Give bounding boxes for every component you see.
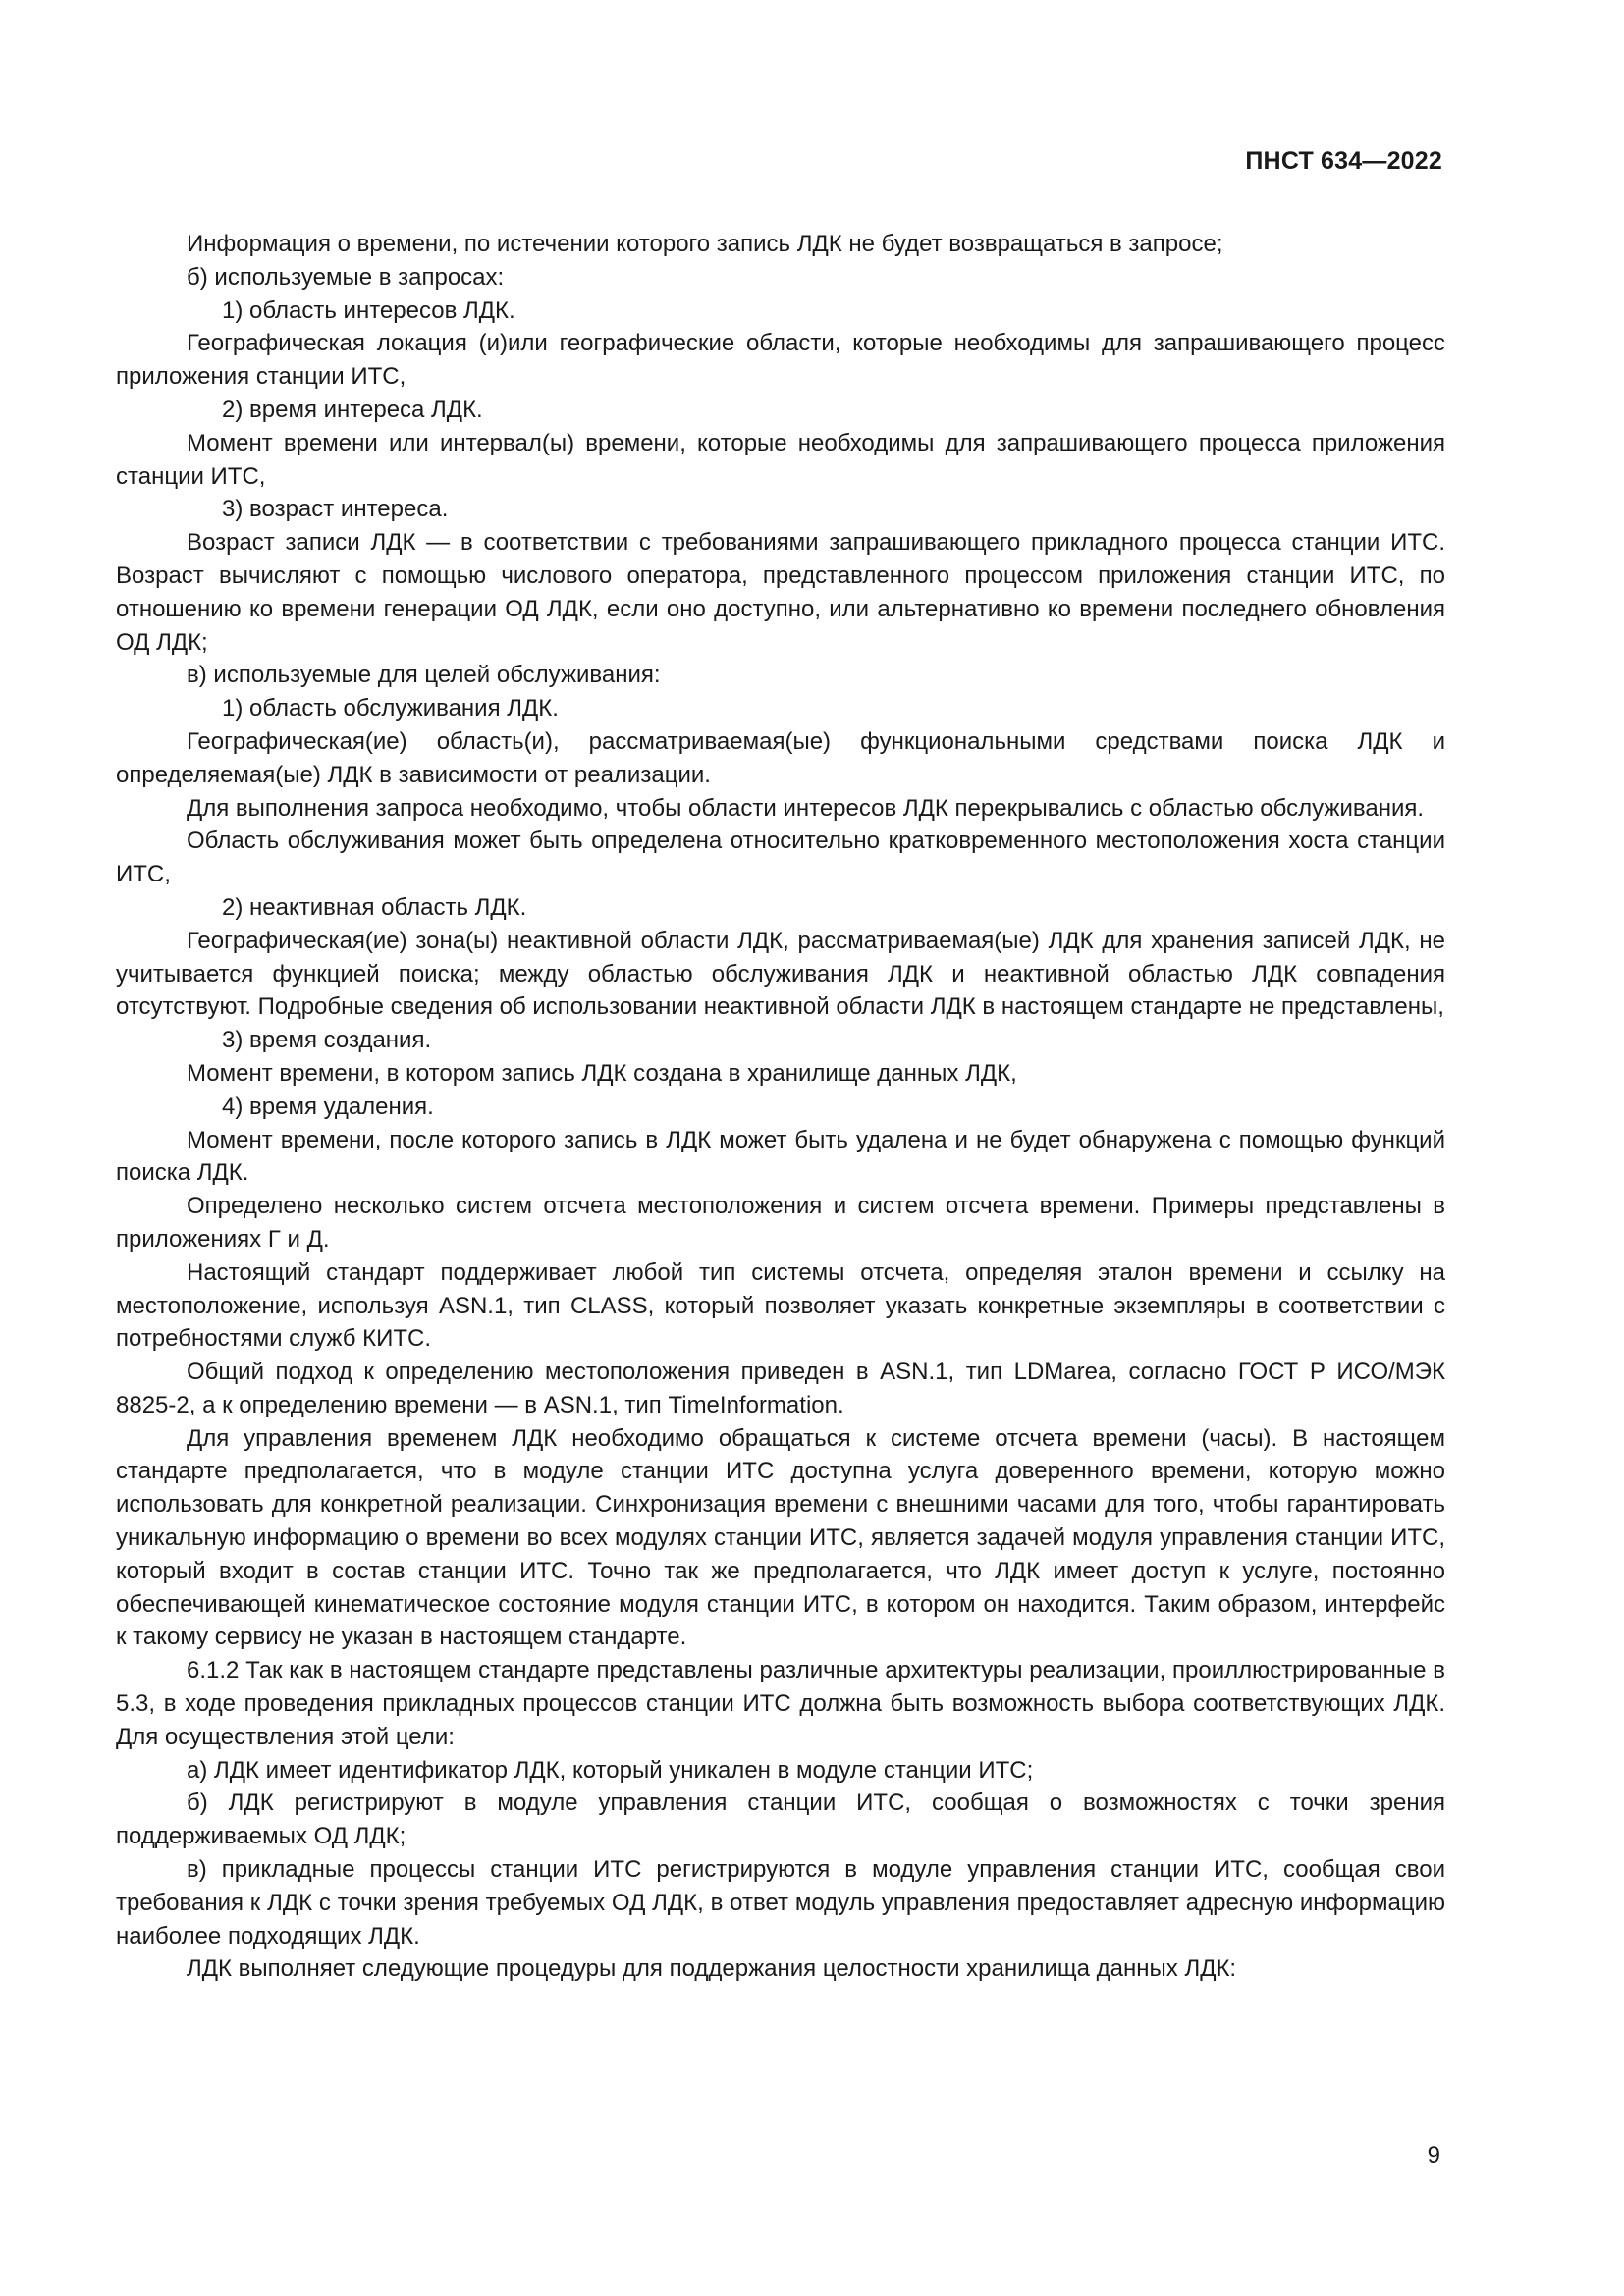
body-paragraph: Географическая локация (и)или географические области, которые необходимы для запрашивающего процесс приложения станции ИТС, xyxy=(116,330,1445,391)
list-subitem: 4) время удаления. xyxy=(222,1093,434,1120)
body-paragraph: в) прикладные процессы станции ИТС регистрируются в модуле управления станции ИТС, сообщая свои требования к ЛДК с точки зрения требуемых ОД ЛДК, в ответ модуль управления предоставляет адресную информацию наиболее подходящих ЛДК. xyxy=(116,1856,1445,1949)
list-subitem: 3) возраст интереса. xyxy=(222,496,449,523)
body-paragraph: Географическая(ие) зона(ы) неактивной области ЛДК, рассматриваемая(ые) ЛДК для хранения записей ЛДК, не учитывается функцией поиска; между областью обслуживания ЛДК и неактивной областью ЛДК совпадения отсутствуют. Подробные сведения об использовании неактивной области ЛДК в настоящем стандарте не представлены, xyxy=(116,927,1445,1021)
body-paragraph: Возраст записи ЛДК — в соответствии с требованиями запрашивающего прикладного процесса станции ИТС. Возраст вычисляют с помощью числового оператора, представленного процессом приложения станции ИТС, по отношению ко времени генерации ОД ЛДК, если оно доступно, или альтернативно ко времени последнего обновления ОД ЛДК; xyxy=(116,529,1445,656)
body-paragraph: Момент времени, в котором запись ЛДК создана в хранилище данных ЛДК, xyxy=(187,1059,1017,1087)
body-paragraph: а) ЛДК имеет идентификатор ЛДК, который уникален в модуле станции ИТС; xyxy=(187,1756,1034,1784)
list-subitem: 3) время создания. xyxy=(222,1027,432,1054)
body-paragraph: Момент времени или интервал(ы) времени, которые необходимы для запрашивающего процесса приложения станции ИТС, xyxy=(116,429,1445,490)
body-paragraph: ЛДК выполняет следующие процедуры для поддержания целостности хранилища данных ЛДК: xyxy=(187,1955,1237,1983)
body-paragraph: Для выполнения запроса необходимо, чтобы области интересов ЛДК перекрывались с областью обслуживания. xyxy=(187,794,1425,822)
body-paragraph: б) ЛДК регистрируют в модуле управления станции ИТС, сообщая о возможностях с точки зрения поддерживаемых ОД ЛДК; xyxy=(116,1789,1445,1850)
body-paragraph: Общий подход к определению местоположения приведен в ASN.1, тип LDMarea, согласно ГОСТ Р ИСО/МЭК 8825-2, а к определению времени — в ASN.1, тип TimeInformation. xyxy=(116,1359,1445,1418)
body-paragraph: Момент времени, после которого запись в ЛДК может быть удалена и не будет обнаружена с помощью функций поиска ЛДК. xyxy=(116,1126,1445,1187)
list-subitem: 1) область обслуживания ЛДК. xyxy=(222,695,559,722)
document-code-header: ПНСТ 634—2022 xyxy=(1245,147,1442,175)
document-body xyxy=(116,228,1445,1986)
list-subitem: 1) область интересов ЛДК. xyxy=(222,296,515,324)
body-paragraph: Географическая(ие) область(и), рассматриваемая(ые) функциональными средствами поиска ЛДК и определяемая(ые) ЛДК в зависимости от реализации. xyxy=(116,727,1445,788)
page-number: 9 xyxy=(1427,2142,1440,2168)
body-paragraph: Определено несколько систем отсчета местоположения и систем отсчета времени. Примеры представлены в приложениях Г и Д. xyxy=(116,1193,1445,1253)
list-subitem: 2) время интереса ЛДК. xyxy=(222,396,483,423)
body-paragraph: Для управления временем ЛДК необходимо обращаться к системе отсчета времени (часы). В настоящем стандарте предполагается, что в модуле станции ИТС доступна услуга доверенного времени, которую можно использовать для конкретной реализации. Синхронизация времени с внешними часами для того, чтобы гарантировать уникальную информацию о времени во всех модулях станции ИТС, является задачей модуля управления станции ИТС, который входит в состав станции ИТС. Точно так же предполагается, что ЛДК имеет доступ к услуге, постоянно обеспечивающей кинематическое состояние модуля станции ИТС, в котором он находится. Таким образом, интерфейс к такому сервису не указан в настоящем стандарте. xyxy=(116,1424,1445,1651)
list-subitem: 2) неактивная область ЛДК. xyxy=(222,893,527,921)
body-paragraph: Настоящий стандарт поддерживает любой тип системы отсчета, определяя эталон времени и ссылку на местоположение, используя ASN.1, тип CLASS, который позволяет указать конкретные экземпляры в соответствии с потребностями служб КИТС. xyxy=(116,1258,1445,1353)
body-paragraph: б) используемые в запросах: xyxy=(187,263,505,291)
body-paragraph: 6.1.2 Так как в настоящем стандарте представлены различные архитектуры реализации, проиллюстрированные в 5.3, в ходе проведения прикладных процессов станции ИТС должна быть возможность выбора соответствующих ЛДК. Для осуществления этой цели: xyxy=(116,1657,1445,1750)
body-paragraph: в) используемые для целей обслуживания: xyxy=(187,662,661,689)
body-paragraph: Информация о времени, по истечении которого запись ЛДК не будет возвращаться в запросе; xyxy=(187,231,1223,257)
body-paragraph: Область обслуживания может быть определена относительно кратковременного местоположения хоста станции ИТС, xyxy=(116,828,1445,888)
